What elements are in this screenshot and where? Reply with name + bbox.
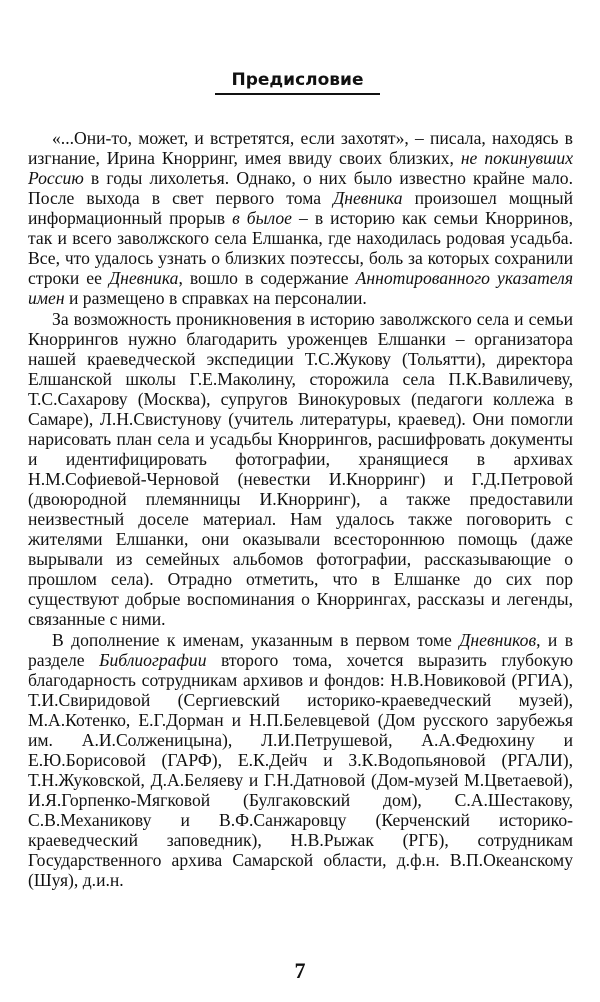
paragraph-3 [28, 630, 573, 890]
text-run-italic: Библиографии [99, 650, 207, 670]
text-body [28, 128, 573, 890]
text-run: – в историю как семьи Кнорринов, так и всего заволжского села Елшанка, где находилась родовая усадьба. Все, что удалось узнать о близких поэтессы, боль за которых сохранили строки ее [28, 208, 573, 288]
text-run: второго тома, хочется выразить глубокую благодарность сотрудникам архивов и фондов: Н.В.Новиковой (РГИА), Т.И.Свиридовой (Сергиевский историко-краеведческий музей), М.А.Котенко, Е.Г.Дорман и Н.П.Белевцевой (Дом русского зарубежья им. А.И.Солженицына), Л.И.Петрушевой, А.А.Федюхину и Е.Ю.Борисовой (ГАРФ), Е.К.Дейч и З.К.Водопьяновой (РГАЛИ), Т.Н.Жуковской, Д.А.Беляеву и Г.Н.Датновой (Дом-музей М.Цветаевой), И.Я.Горпенко-Мягковой (Булгаковский дом), С.А.Шестакову, С.В.Механикову и В.Ф.Санжаровцу (Керченский историко-краеведческий заповедник), Н.В.Рыжак (РГБ), сотрудникам Государственного архива Самарской области, д.ф.н. В.П.Океанскому (Шуя), д.и.н. [28, 650, 573, 890]
paragraph-1 [28, 128, 573, 308]
text-run: За возможность проникновения в историю заволжского села и семьи Кноррингов нужно благодарить уроженцев Елшанки – организатора нашей краеведческой экспедиции Т.С.Жукову (Тольятти), директора Елшанской школы Г.Е.Маколину, сторожила села П.К.Вавиличеву, Т.С.Сахарову (Москва), супругов Винокуровых (педагоги коллежа в Самаре), Л.Н.Свистунову (учитель литературы, краевед). Они помогли нарисовать план села и усадьбы Кноррингов, расшифровать документы и идентифицировать фотографии, хранящиеся в архивах Н.М.Софиевой-Черновой (невестки И.Кнорринг) и Г.Д.Петровой (двоюродной племянницы И.Кнорринг), а также предоставили неизвестный доселе материал. Нам удалось также поговорить с жителями Елшанки, они оказывали всестороннюю помощь (даже вырывали из семейных альбомов фотографии, рассказывающие о прошлом села). Отрадно отметить, что в Елшанке до сих пор существуют добрые воспоминания о Кноррингах, рассказы и легенды, связанные с ними. [28, 309, 573, 629]
text-run-italic: Дневника [333, 188, 403, 208]
text-run-italic: Аннотированного указателя имен [28, 268, 573, 308]
text-run-italic: в былое [232, 208, 292, 228]
text-run: и размещено в справках на персоналии. [64, 288, 367, 308]
text-run: «...Они-то, может, и встретятся, если захотят», – писала, находясь в изгнание, Ирина Кнорринг, имея ввиду своих близких, [28, 128, 573, 168]
text-run-italic: Дневника [108, 268, 179, 288]
text-run-italic: Дневников [459, 630, 537, 650]
text-run: В дополнение к именам, указанным в первом томе [52, 630, 460, 650]
text-run: , вошло в содержание [178, 268, 356, 288]
text-run: в годы лихолетья. Однако, о них было известно крайне мало. После выхода в свет первого тома [28, 168, 573, 208]
text-run: произошел мощный информационный прорыв [28, 188, 573, 228]
text-run-italic: не покинувших Россию [28, 148, 573, 188]
paragraph-2 [28, 309, 573, 629]
page-title: Предисловие [215, 70, 380, 95]
page-number: 7 [294, 958, 306, 983]
text-run: , и в разделе [28, 630, 574, 670]
